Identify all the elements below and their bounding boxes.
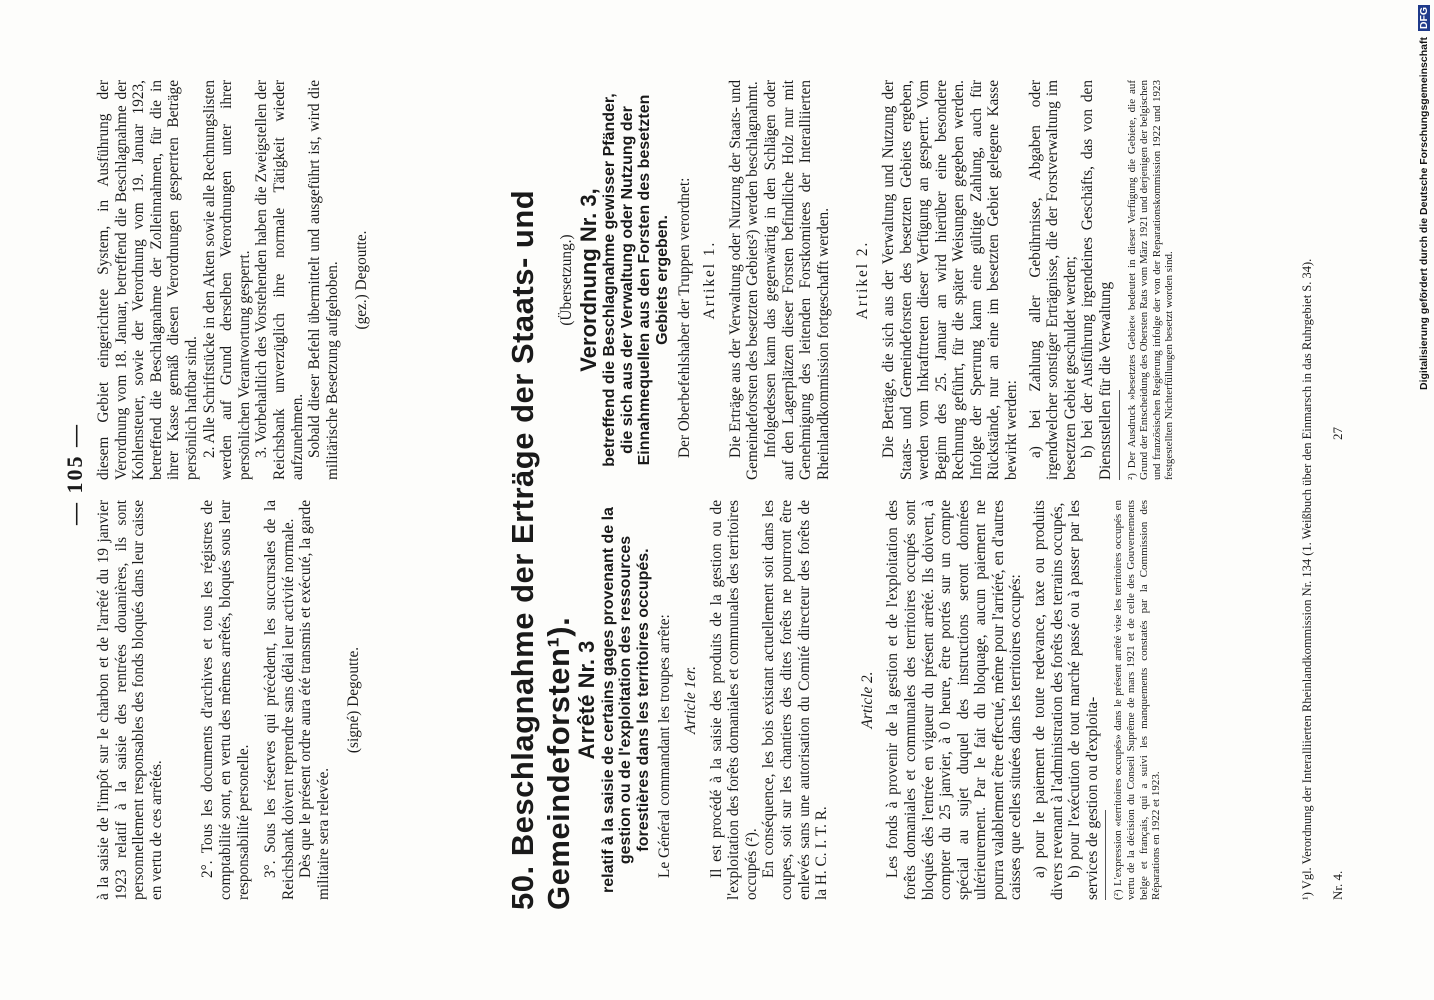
paragraph: Infolgedessen kann das gegenwärtig in den Schlägen oder auf den Lagerplätzen dieser Forsten befindliche Holz nur mit Genehmigung des leitenden Forstkomitees der Interalliierten Rheinlandkommission fortgeschafft werden.: [761, 80, 832, 480]
credit-text: Digitalisierung gefördert durch die Deutsche Forschungsgemeinschaft: [1418, 37, 1430, 390]
paragraph: Der Oberbefehlshaber der Truppen verordnet:: [675, 177, 693, 458]
sheet-number: 27: [1330, 427, 1345, 440]
paragraph: Dès que le présent ordre aura été transmis et exécuté, la garde militaire sera relevée.: [297, 500, 332, 900]
paragraph: 2. Alle Schriftstücke in den Akten sowie alle Rechnungslisten werden auf Grund derselben Verordnungen unter ihrer persönlichen Verantwortung gesperrt.: [200, 80, 253, 480]
paragraph: 2°. Tous les documents d'archives et tous les régistres de comptabilité sont, en vertu des mêmes arrêtés, bloqués sous leur responsabilité personelle.: [199, 500, 252, 900]
signature: (gez.) Degoutte.: [353, 230, 371, 330]
arrete-title: Arrêté Nr. 3: [574, 640, 599, 760]
paragraph: 3. Vorbehaltlich des Vorstehenden haben die Zweigstellen der Reichsbank unverzüglich ihre normale Tätigkeit wieder aufzunehmen.: [253, 80, 306, 480]
paragraph: b) pour l'exécution de tout marché passé ou à passer par les services de gestion ou d'exploita-: [1066, 500, 1101, 900]
paragraph: a) bei Zahlung aller Gebührnisse, Abgaben oder irgendwelcher sonstiger Erträgnisse, die der Forstverwaltung im besetzten Gebiet geschuldet werden;: [1026, 80, 1079, 480]
footnote: ²) Der Ausdruck »besetztes Gebiet« bedeutet in dieser Verfügung die Gebiete, die auf Grund der Entscheidung des Obersten Rats vom März 1921 und derjenigen der belgischen und französischen Regierung infolge der von der Reparationskommission 1922 und 1923 festgestellten Nichterfüllungen besetzt worden sind.: [1125, 80, 1176, 480]
paragraph: a) pour le paiement de toute redevance, taxe ou produits divers revenant à l'administration des forêts des terrains occupés,: [1031, 500, 1066, 900]
page-header: [62, 60, 92, 920]
paragraph: Il est procédé à la saisie des produits de la gestion ou de l'exploitation des forêts domaniales et communales des territoires occupés (²).: [707, 500, 760, 900]
footnote-rule: [1105, 810, 1106, 900]
paragraph: Die Beträge, die sich aus der Verwaltung und Nutzung der Staats- und Gemeindeforsten des besetzten Gebiets ergeben, werden vom Inkrafttreten dieser Verfügung an gesperrt. Vom Beginn des 25. Januar an wird hierüber eine besondere Rechnung geführt, für die später Weisungen gegeben werden. Infolge der Sperrung kann eine gültige Zahlung, auch für Rückstände, nur an eine im besetzten Gebiet gelegene Kasse bewirkt werden:: [879, 80, 1021, 480]
page-number: — 105 —: [62, 423, 87, 525]
footnote: (²) L'expression «territoires occupés» dans le présent arrêté vise les territoires occupés en vertu de la décision du Conseil Suprême de mars 1921 et de celle des Gouvernements belge et français, qui a suivi les manquements constatés par la Commission des Réparations en 1922 et 1923.: [1112, 500, 1163, 900]
paragraph: Sobald dieser Befehl übermittelt und ausgeführt ist, wird die militärische Besetzung aufgehoben.: [306, 80, 341, 480]
paragraph: à la saisie de l'impôt sur le charbon et de l'arrêté du 19 janvier 1923 relatif à la saisie des rentrées douanières, ils sont personnellement responsables des fonds bloqués dans leur caisse en vertu de ces arrêtés.: [95, 500, 165, 900]
german-column-top: [95, 80, 371, 480]
article-heading: Article 2.: [858, 671, 876, 729]
paragraph: Die Erträge aus der Verwaltung oder Nutzung der Staats- und Gemeindeforsten des besetzten Gebiets²) werden beschlagnahmt.: [726, 80, 762, 480]
footnote-rule: [1119, 390, 1120, 480]
digitization-credit: [1418, 6, 1432, 390]
paragraph: Le Général commandant les troupes arrête:: [656, 614, 674, 878]
paragraph: diesem Gebiet eingerichtete System, in Ausführung der Verordnung vom 18. Januar, betreffend die Beschlagnahme der Kohlensteuer, sowie der Verordnung vom 19. Januar 1923, betreffend die Beschlagnahme der Zolleinnahmen, für die in ihrer Kasse gemäß diesen Verordnungen gesperrten Beträge persönlich haftbar sind.: [95, 80, 200, 480]
paragraph: En conséquence, les bois existant actuellement soit dans les coupes, soit sur les chantiers des dites forêts ne pourront être enlevés sans une autorisation du Comité directeur des forêts de la H. C. I. T. R.: [760, 500, 831, 900]
arrete-subtitle: relatif à la saisie de certains gages provenant de la gestion ou de l'exploitation des ressources forestières dans les territoires occupés.: [599, 507, 652, 893]
paragraph: b) bei der Ausführung irgendeines Geschäfts, das von den Dienststellen für die Verwaltung: [1079, 80, 1115, 480]
german-column-bottom: [558, 80, 1176, 480]
signature: (signé) Degoutte.: [344, 646, 362, 754]
section-title: 50. Beschlagnahme der Erträge der Staats- und Gemeindeforsten¹).: [505, 189, 576, 910]
paragraph: 3°. Sous les réserves qui précèdent, les succursales de la Reichsbank doivent reprendre sans délai leur activité normale.: [262, 500, 297, 900]
verordnung-subtitle: betreffend die Beschlagnahme gewisser Pfänder, die sich aus der Verwaltung oder Nutzung der Einnahmequellen aus den Forsten des besetzten Gebiets ergeben.: [601, 93, 671, 467]
article-heading: Article 1er.: [681, 666, 699, 734]
french-column-top: [95, 500, 362, 900]
signature-mark: Nr. 4.: [1330, 870, 1345, 900]
article-heading: Artikel 2.: [854, 240, 872, 320]
bottom-footnote: ¹) Vgl. Verordnung der Interalliierten Rheinlandkommission Nr. 134 (1. Weißbuch über den Einmarsch in das Ruhrgebiet S. 34).: [1300, 258, 1314, 900]
article-heading: Artikel 1.: [701, 240, 719, 320]
translation-note: (Übersetzung.): [558, 234, 575, 326]
verordnung-title: Verordnung Nr. 3,: [575, 188, 601, 372]
french-column-bottom: [558, 500, 1163, 900]
dfg-logo: DFG: [1418, 6, 1430, 30]
paragraph: Les fonds à provenir de la gestion et de l'exploitation des forêts domaniales et communales des territoires occupés sont bloqués dès l'entrée en vigueur du présent arrêté. Ils doivent, à compter du 25 janvier, à 0 heure, être portés sur un compte spécial au sujet duquel des instructions seront données ultérieurement. Par le fait du bloquage, aucun paiement ne pourra valablement être effectué, même pour l'arriéré, en d'autres caisses que celles situées dans les territoires occupés:: [884, 500, 1025, 900]
